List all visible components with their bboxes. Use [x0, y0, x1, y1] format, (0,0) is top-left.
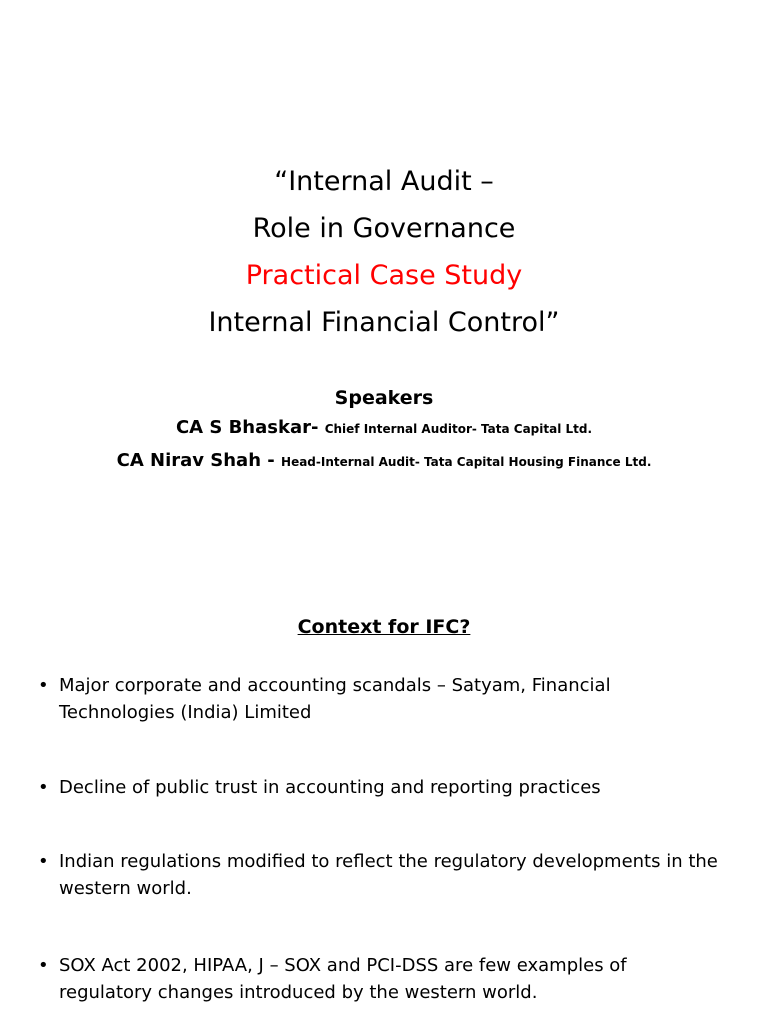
title-line-4: Internal Financial Control”: [208, 307, 560, 338]
list-item: [38, 952, 718, 1006]
bullet-text: Major corporate and accounting scandals – Satyam, Financial Technologies (India) Limited: [59, 675, 611, 723]
context-slide: [0, 576, 768, 1024]
speaker-role: Head-Internal Audit- Tata Capital Housing Finance Ltd.: [281, 455, 652, 469]
slide-title: [0, 158, 768, 346]
speakers-heading: Speakers: [334, 387, 434, 409]
bullet-text: Indian regulations modified to reflect the regulatory developments in the western world.: [59, 851, 718, 899]
bullet-icon: •: [38, 851, 49, 872]
bullet-icon: •: [38, 777, 49, 798]
list-item: [38, 774, 718, 801]
speaker-name: CA S Bhaskar-: [175, 417, 325, 438]
bullet-text: Decline of public trust in accounting and reporting practices: [59, 777, 601, 798]
bullet-icon: •: [38, 955, 49, 976]
title-line-2: Role in Governance: [252, 213, 516, 244]
speaker-line-1: [0, 412, 768, 445]
title-line-3: Practical Case Study: [245, 260, 523, 291]
bullet-icon: •: [38, 675, 49, 696]
bullet-text: SOX Act 2002, HIPAA, J – SOX and PCI-DSS are few examples of regulatory changes introduced by the western world.: [59, 955, 627, 1003]
speaker-line-2: [0, 445, 768, 478]
speaker-role: Chief Internal Auditor- Tata Capital Ltd.: [324, 422, 593, 436]
list-item: [38, 672, 718, 726]
list-item: [38, 848, 718, 902]
speaker-name: CA Nirav Shah -: [116, 450, 282, 471]
title-line-1: “Internal Audit –: [274, 166, 494, 197]
speakers-section: [0, 384, 768, 478]
context-heading: Context for IFC?: [297, 616, 471, 638]
